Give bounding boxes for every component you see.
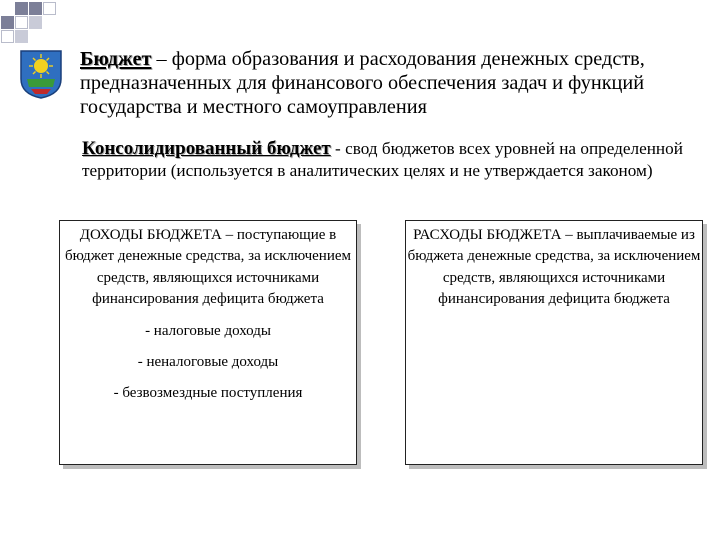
decor-square bbox=[15, 2, 28, 15]
income-definition: ДОХОДЫ БЮДЖЕТА – поступающие в бюджет денежные средства, за исключением средств, являющихся источниками финансирования дефицита бюджета bbox=[64, 227, 352, 308]
budget-term: Бюджет bbox=[80, 48, 152, 70]
consolidated-budget-term: Консолидированный бюджет bbox=[82, 138, 331, 159]
coat-of-arms-icon bbox=[19, 49, 63, 99]
decor-square bbox=[29, 2, 42, 15]
decor-square bbox=[1, 16, 14, 29]
income-item: - неналоговые доходы bbox=[137, 353, 279, 370]
consolidated-budget-definition bbox=[82, 138, 702, 181]
expenses-box bbox=[405, 220, 703, 465]
decor-square bbox=[43, 2, 56, 15]
income-box bbox=[59, 220, 357, 465]
budget-definition bbox=[80, 47, 705, 119]
decor-square bbox=[15, 16, 28, 29]
decor-square bbox=[29, 16, 42, 29]
income-item: - налоговые доходы bbox=[145, 322, 271, 339]
income-item: - безвозмездные поступления bbox=[113, 384, 303, 401]
decor-square bbox=[15, 30, 28, 43]
budget-definition-text: – форма образования и расходования денежных средств, предназначенных для финансового обеспечения задач и функций государства и местного самоуправления bbox=[80, 48, 645, 118]
decor-square bbox=[1, 30, 14, 43]
consolidated-budget-text: - свод бюджетов всех уровней на определенной территории (используется в аналитических целях и не утверждается законом) bbox=[82, 139, 683, 180]
expenses-definition: РАСХОДЫ БЮДЖЕТА – выплачиваемые из бюджета денежные средства, за исключением средств, являющихся источниками финансирования дефицита бюджета bbox=[407, 227, 701, 308]
